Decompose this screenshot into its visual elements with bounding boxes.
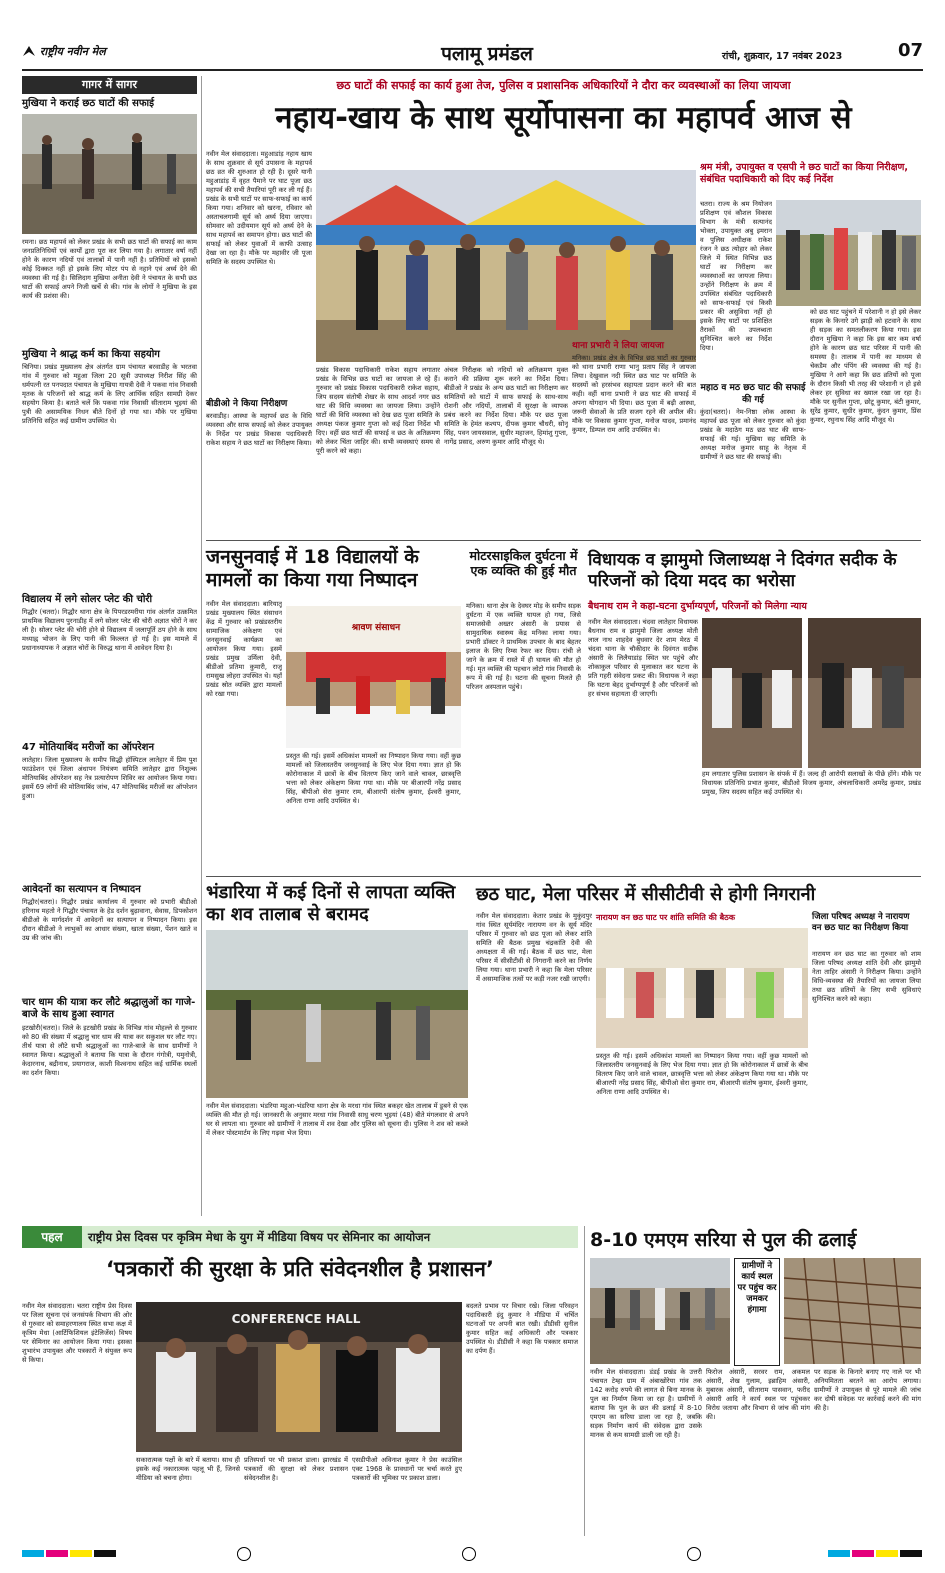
registration-mark-icon — [462, 1547, 476, 1561]
ghat-cleaning-photo — [22, 114, 197, 234]
mla-visit-photo — [702, 618, 921, 768]
seminar-tag-label: पहल — [41, 1230, 63, 1244]
top-story-col4: मनिका। प्रखंड क्षेत्र के विभिन्न छठ घाटों का गुरुवार को थाना प्रभारी राणा भानु प्रताप सिंह ने जायजा लिया। देखुवाल नदी स्थित छठ घाट पर समिति के सदस्यों को हरसंभव सहायता प्रदान करने की बात कही। वहीं थाना प्रभारी ने छठ घाट की सफाई में अपना योगदान भी दिया। छठ पूजा में बढ़ी आस्था, जरूरी सेवाओं के प्रति सजग रहने की अपील की। मौके पर विकास कुमार गुप्ता, मनोज यादव, प्रमानंद कुमार, डिम्पल राम आदि उपस्थित थे। — [572, 354, 696, 434]
top-story-kicker: छठ घाटों की सफाई का कार्य हुआ तेज, पुलिस व प्रशासनिक अधिकारियों ने दौरा कर व्यवस्थाओं का लिया जायजा — [336, 79, 791, 92]
right-story-text2: कुंदा(चतरा)। नेम-निष्ठा लोक आस्था के महापर्व छठ पूजा को लेकर गुरुवार को कुंदा प्रखंड के मदाठेग मठ छठ घाट की साफ-सफाई की गई। मुखिया सह समिति के अध्यक्ष मनोज कुमार साहू के नेतृत्व में ग्रामीणों ने छठ घाट की सफाई की। — [700, 408, 806, 461]
brief-headline: मुखिया ने कराई छठ घाटों की सफाई — [22, 98, 155, 109]
banner-text: श्रावण संसाधन — [351, 623, 401, 633]
right-story-text3: को छठ घाट पहुंचने में परेशानी न हो इसे लेकर सड़क के किनारे उगे झाड़ी को हटवाने के साथ ही सड़क का समतलीकरण किया गया। इस दौरान मुखिया ने कहा कि इस बार कम वर्षा होने के कारण छठ घाट परिसर में पानी की समस्या है। तालाब में पानी का माध्यम से चेकडैम और पंपिंग की व्यवस्था की गई है। मुखिया ने आगे कहा कि छठ व्रतियों को पूजा के दौरान किसी भी तरह की परेशानी न हो इसे लेकर हर सुविधा का ख्याल रखा जा रहा है। मौके पर सुनील गुप्ता, छोटू कुमार, बंटी कुमार, सुरेंद्र कुमार, सुधीर कुमार, कुंदन कुमार, प्रिंस कुमार, रघुनाथ सिंह आदि मौजूद थे। — [810, 308, 921, 424]
brief-text: इटखोरी(चतरा)। जिले के इटखोरी प्रखंड के विभिन्न गांव मोहल्ले से गुरुवार को 80 की संख्या में श्रद्धालु चार धाम की यात्रा कर सकुशल घर लौट गए। तीर्थ यात्रा से लौटे सभी श्रद्धालुओं का गाजे-बाजे के साथ ग्रामीणों ने स्वागत किया। श्रद्धालुओं ने बताया कि यात्रा के दौरान गंगोत्री, यमुनोत्री, केदारनाथ, बद्रीनाथ, प्रयागराज, काशी विश्वनाथ सहित कई धार्मिक स्थलों का दर्शन किया। — [22, 1024, 197, 1077]
protest-box — [734, 1258, 780, 1366]
mla-headline: विधायक व झामुमो जिलाध्यक्ष ने दिवंगत सदीक के परिजनों को दिया मदद का भरोसा — [588, 550, 897, 591]
page-number: 07 — [897, 40, 923, 61]
yellow-swatch — [70, 1550, 92, 1557]
seminar-photo — [136, 1302, 462, 1452]
mla-caption: हम लगातार पुलिस प्रशासन के संपर्क में हैं। जल्द ही आरोपी सलाखों के पीछे होंगे। मौके पर विधायक प्रतिनिधि प्रभात कुमार, बीडीओ विजय कुमार, अंचलाधिकारी अमरेंद्र कुमार, प्रखंड प्रमुख, जिप सदस्य सहित कई उपस्थित थे। — [702, 770, 921, 796]
subhead: महाठ व मठ छठ घाट की सफाई की गई — [700, 383, 806, 405]
jansunwai-photo — [286, 606, 461, 748]
black-swatch — [94, 1550, 116, 1557]
cctv-photo-caption: नारायण वन छठ घाट पर शांति समिति की बैठक — [596, 913, 735, 922]
cctv-headline: छठ घाट, मेला परिसर में सीसीटीवी से होगी निगरानी — [476, 884, 816, 905]
cyan-swatch — [22, 1550, 44, 1557]
paper-name: राष्ट्रीय नवीन मेल — [39, 45, 106, 58]
brief-headline: विद्यालय में लगे सोलर प्लेट की चोरी — [22, 594, 153, 605]
cctv-text-extra: प्रस्तुत की गई। इसमें अधिकांश मामलों का निष्पादन किया गया। वहीं कुछ मामलों को जिलास्तरीय जनसुनवाई के लिए भेज दिया गया। ज्ञात हो कि कोरोनाकाल में छात्रों के बीच वितरण किए जाने वाले चावल, छात्रवृत्ति भत्ता को लेकर अंकेक्षण किया गया था। मौके पर बीआरपी नरेंद्र प्रसाद सिंह, बीपीओ सेरा कुमार राम, बीआरपी संतोष कुमार, ईश्वरी कुमार, अनिता राणा आदि उपस्थित थे। — [596, 1052, 808, 1096]
section-title: पलामू प्रमंडल — [441, 43, 533, 65]
top-story-col1b: बरवाडीह। आस्था के महापर्व छठ के विधि व्यवस्था और साफ सफाई को लेकर उपायुक्त के निर्देश पर प्रखंड विकास पदाधिकारी राकेश सहाय ने छठ घाटों का निरीक्षण किया। — [206, 412, 312, 447]
hearing-headline: जनसुनवाई में 18 विद्यालयों के मामलों का किया गया निष्पादन — [206, 546, 419, 591]
top-story-col2: प्रखंड विकास पदाधिकारी राकेश सहाय लगातार प्रखंड के विभिन्न छठ घाटों का जायजा ले रहे हैं। गुरुवार को प्रखंड विकास पदाधिकारी राकेश सहाय, जिप सदस्य संतोषी शेखर के साथ आदर्श नगर छठ घाट की विधि व्यवस्था का जायजा लिया। उन्होंने घाटों की विधि व्यवस्था को देख छठ पूजा समिति के अध्यक्ष पंकज कुमार गुप्ता को कई दिशा निर्देश भी दिए। वहीं छठ घाटों की सफाई व छठ के अतिक्रमण को लेकर चिंता जाहिर की। सभी व्यवस्थाएं समय से पूरी करने को कहा। — [316, 366, 440, 455]
cctv-text: नवीन मेल संवाददाता। केतार प्रखंड के मुकुंदपुर गांव स्थित सूर्यमंदिर नारायण वन के सूर्य मंदिर परिसर में गुरुवार को छठ पूजा को लेकर शांति समिति की बैठक प्रमुख चंद्रकांति देवी की अध्यक्षता में की गई। बैठक में छठ घाट, मेला परिसर में सीसीटीवी से निगरानी करने का निर्णय लिया गया। थाना प्रभारी ने कहा कि मेला परिसर में असामाजिक तत्वों पर कड़ी नजर रखी जाएगी। — [476, 912, 592, 983]
print-color-bar — [22, 1548, 923, 1560]
mla-text: नवीन मेल संवाददाता। चंदवा लातेहार विधायक बैधनाथ राम व झामुमो जिला अध्यक्ष मोती लाल नाथ शाहदेव बुधवार देर शाम मेरठ में चंदवा थाना के चौकीदार के दिवंगत सदीक अंसारी के लिलैयाडांड़ स्थित घर पहुंचे और शोकाकुल परिवार से मुलाकात कर घटना के प्रति गहरी संवेदना प्रकट की। विधायक ने कहा कि घटना बेहद दुर्भाग्यपूर्ण है और परिजनों को हर संभव सहायता दी जाएगी। — [588, 618, 698, 698]
seminar-col1: नवीन मेल संवाददाता। चतरा राष्ट्रीय प्रेस दिवस पर जिला सूचना एवं जनसंपर्क विभाग की ओर से गुरुवार को समाहरणालय स्थित सभा कक्ष में कृत्रिम मेधा (आर्टिफिशियल इंटेलिजेंस) विषय पर सेमिनार का आयोजन किया गया। इसका शुभारंभ उपायुक्त और पत्रकारों ने संयुक्त रूप से किया। — [22, 1302, 132, 1364]
bridge-work-photo — [590, 1258, 730, 1364]
seminar-kicker: राष्ट्रीय प्रेस दिवस पर कृत्रिम मेधा के युग में मीडिया विषय पर सेमिनार का आयोजन — [88, 1230, 431, 1244]
column-divider — [201, 76, 202, 1216]
bridge-text2: फिरोज अंसारी, सरवर राम, अकमल अंसारी, शेख गुलाम, इब्राहिम अंसारी, मुबारक अंसारी, सीताराम पासवान, फरीद अंसारी आदि ने कार्य स्थल पर पहुंचकर विरोध जताया और विभाग से जांच की मांग की। — [706, 1368, 810, 1421]
seminar-col2: सकारात्मक पक्षों के बारे में बताया। साथ ही इसके कई नकारात्मक पहलू भी हैं, जिनसे मीडिया को बचना होगा। — [136, 1456, 240, 1482]
brief-headline: मुखिया ने श्राद्ध कर्म का किया सहयोग — [22, 349, 160, 360]
seminar-col4: एसडीपीओ अविनाश कुमार ने प्रेस काउंसिल एक्ट 1968 के प्रावधानों पर चर्चा करते हुए पत्रकारों की भूमिका पर प्रकाश डाला। — [352, 1456, 462, 1482]
brief-headline: आवेदनों का सत्यापन व निष्पादन — [22, 884, 141, 895]
left-column — [22, 76, 197, 1236]
registration-mark-icon — [237, 1547, 251, 1561]
top-story-col1: नवीन मेल संवाददाता। महुआडांड़ नहाय खाय के साथ शुक्रवार से सूर्य उपासना के महापर्व छठ व्रत की शुरुआत हो रही है। दूसरे यानी महुआडांड़ में वृहत पैमाने पर घाट पूजा छठ महापर्व की सभी तैयारियां पूरी कर ली गई हैं। प्रखंड के सभी घाटों पर साफ-सफाई का कार्य किया गया। शनिवार को खरना, रविवार को अस्ताचलगामी सूर्य को अर्घ्य दिया जाएगा। सोमवार को उदीयमान सूर्य को अर्घ्य देने के साथ महापर्व का समापन होगा। छठ घाटों की सफाई को लेकर युवाओं में काफी उत्साह देखा जा रहा है। मौके पर महावीर जी पूजा समिति के सदस्य उपस्थित थे। — [206, 150, 312, 266]
conference-hall-sign: CONFERENCE HALL — [231, 1312, 361, 1326]
seminar-tag — [22, 1226, 82, 1248]
masthead-rule — [22, 69, 923, 71]
seminar-headline: ‘पत्रकारों की सुरक्षा के प्रति संवेदनशील है प्रशासन’ — [106, 1257, 494, 1281]
hearing-col2: प्रस्तुत की गई। इसमें अधिकांश मामलों का निष्पादन किया गया। वहीं कुछ मामलों को जिलास्तरीय जनसुनवाई के लिए भेज दिया गया। ज्ञात हो कि कोरोनाकाल में छात्रों के बीच वितरण किए जाने वाले चावल, छात्रवृत्ति भत्ता को लेकर अंकेक्षण किया गया था। मौके पर बीआरपी नरेंद्र प्रसाद सिंह, बीपीओ सेरा कुमार राम, बीआरपी संतोष कुमार, ईश्वरी कुमार, अनिता राणा आदि उपस्थित थे। — [286, 752, 461, 805]
accident-headline: मोटरसाइकिल दुर्घटना में एक व्यक्ति की हुई मौत — [469, 548, 578, 578]
column-header — [22, 76, 197, 94]
missing-headline: भंडारिया में कई दिनों से लापता व्यक्ति का शव तालाब से बरामद — [206, 882, 456, 925]
rebar-photo — [784, 1258, 921, 1364]
bridge-text: नवीन मेल संवाददाता। डंडई प्रखंड के उत्तरी पंचायत टेम्हा ग्राम में अंबाखोरेया गांव तक 142 करोड़ रुपये की लागत से बिना मानक के पुल का निर्माण किया जा रहा है। ग्रामीणों ने बताया कि पुल के छत की ढलाई में 8-10 एमएम का सरिया डाला जा रहा है, जबकि सड़क निर्माण कार्य की संवेदक द्वारा उसके मानक से कम सामग्री डाली जा रही है। — [590, 1368, 702, 1439]
issue-date: रांची, शुक्रवार, 17 नवंबर 2023 — [722, 51, 843, 62]
minister-inspection-photo — [776, 200, 921, 306]
black-swatch — [900, 1550, 922, 1557]
bridge-headline: 8-10 एमएम सरिया से पुल की ढलाई — [590, 1229, 857, 1251]
protest-box-text: ग्रामीणों ने कार्य स्थल पर पहुंच कर जमकर हंगामा — [737, 1261, 777, 1315]
subhead: बीडीओ ने किया निरीक्षण — [206, 399, 288, 409]
bridge-text3: पर सड़क के किनारे बनाए गए नाले पर भी अनियमितता बरतने का आरोप लगाया। ग्रामीणों ने उपायुक्त से पूरे मामले की जांच कर दोषी संवेदक पर कार्रवाई करने की मांग की है। — [814, 1368, 921, 1412]
pond-body-photo — [206, 930, 468, 1098]
cyan-swatch — [828, 1550, 850, 1557]
section-rule — [206, 540, 921, 541]
brief-headline: 47 मोतियाबिंद मरीजों का ऑपरेशन — [22, 742, 154, 753]
right-story-text: चतरा। राज्य के श्रम नियोजन प्रशिक्षण एवं कौशल विकास विभाग के मंत्री सत्यानंद भोक्ता, उपायुक्त अबु इमरान व पुलिस अधीक्षक राकेश रंजन ने छठ त्योहार को लेकर जिले में स्थित विभिन्न छठ घाटों का निरीक्षण कर व्यवस्थाओं का जायजा लिया। उन्होंने निरीक्षण के क्रम में उपस्थित संबंधित पदाधिकारी को साफ-सफाई एवं किसी प्रकार की असुविधा नहीं हो इसके लिए घाटों पर प्रशिक्षित तैराकों की उपलब्धता सुनिश्चित करने का निर्देश दिया। — [700, 200, 772, 352]
section-rule — [206, 876, 921, 877]
cctv-side-headline: जिला परिषद अध्यक्ष ने नारायण वन छठ घाट का निरीक्षण किया — [812, 912, 910, 933]
subhead: थाना प्रभारी ने लिया जायजा — [572, 341, 664, 351]
yellow-swatch — [876, 1550, 898, 1557]
cctv-side-text: नारायण वन छठ घाट का गुरुवार को शाम जिला परिषद अध्यक्ष शांति देवी और झामुमो नेता ताहिर अंसारी ने निरीक्षण किया। उन्होंने विधि-व्यवस्था की तैयारियों का जायजा लिया तथा छठ व्रतियों के लिए सभी सुविधाएं सुनिश्चित करने को कहा। — [812, 950, 921, 1003]
magenta-swatch — [46, 1550, 68, 1557]
logo-bird-icon — [22, 45, 36, 57]
brief-text: रमना। छठ महापर्व को लेकर प्रखंड के सभी छठ घाटों की सफाई का काम जनप्रतिनिधियों एवं कार्यों द्वारा पूरा कर लिया गया है। लगातार वर्षा नहीं होने के कारण नदियों एवं तालाबों में पानी नहीं है। प्रतिधियों को इसको कोई दिक्कत नहीं हो इसके लिए मोटर पंप से नहाने एवं अर्घ्य देने की व्यवस्था की गई है। सिलिदाग मुखिया अनीता देवी ने पंचायत के सभी छठ घाटों की सफाई अपने निजी खर्चे से की। गांव के लोगों ने मुखिया के इस कार्य की प्रशंसा की। — [22, 238, 197, 300]
accident-text: मनिका। थाना क्षेत्र के देवघर मोड़ के समीप सड़क दुर्घटना में एक व्यक्ति घायल हो गया, जिसे समाजसेवी अख्तर अंसारी के प्रयास से सामुदायिक स्वास्थ्य केंद्र मनिका लाया गया। प्रभारी डॉक्टर ने प्राथमिक उपचार के बाद बेहतर इलाज के लिए रिम्स रेफर कर दिया। रांची ले जाने के क्रम में रास्ते में ही घायल की मौत हो गई। मृत व्यक्ति की पहचान लोटो गांव निवासी के रूप में की गई है। घटना की सूचना मिलते ही परिजन अस्पताल पहुंचे। — [466, 602, 581, 691]
right-story-headline: श्रम मंत्री, उपायुक्त व एसपी ने छठ घाटों का किया निरीक्षण, संबंधित पदाधिकारी को दिए कई निर्देश — [700, 162, 908, 185]
hearing-col1: नवीन मेल संवाददाता। बारियातू प्रखंड मुख्यालय स्थित संसाधन केंद्र में गुरुवार को प्रखंडस्तरीय सामाजिक अंकेक्षण एवं जनसुनवाई कार्यक्रम का आयोजन किया गया। इसमें प्रखंड प्रमुख उर्मिला देवी, बीडीओ प्रतिमा कुमारी, राजू रामसुख लोहरा उपस्थित थे। यहाँ प्रखंड स्रोत व्यक्ति द्वारा मामलों को रखा गया। — [206, 600, 282, 698]
brief-headline: चार धाम की यात्रा कर लौटे श्रद्धालुओं का गाजे-बाजे के साथ हुआ स्वागत — [22, 997, 196, 1020]
paper-logo — [22, 44, 142, 62]
top-story-headline: नहाय-खाय के साथ सूर्योपासना का महापर्व आज से — [275, 100, 852, 136]
brief-text: गिद्धौर (चतरा)। गिद्धौर थाना क्षेत्र के पिपरडरमरीया गांव अंतर्गत उत्क्रमित प्राथमिक विद्यालय पुरनाडीह में लगे सोलर प्लेट की चोरी अज्ञात चोरों ने कर ली है। सोलर प्लेट की चोरी होने से विद्यालय में जलापूर्ति ठप होने के साथ मध्याह्न भोजन के लिए पानी की किल्लत हो गई है। इस मामले में प्रधानाध्यापक ने अज्ञात चोरों के विरुद्ध थाना में आवेदन दिया है। — [22, 608, 197, 652]
seminar-col3: प्रतिस्पर्धा पर भी प्रकाश डाला। झारखंड में पत्रकारों की सुरक्षा को लेकर प्रशासन संवेदनशील है। — [244, 1456, 348, 1482]
masthead — [22, 34, 923, 68]
seminar-col5: बदलते प्रभाव पर विचार रखे। जिला परिवहन पदाधिकारी इंदु कुमार ने मीडिया में चर्चित घटनाओं पर अपनी बात रखी। डीडीसी सुनील कुमार सहित कई अधिकारी और पत्रकार उपस्थित थे। डीडीसी ने कहा कि पत्रकार समाज का दर्पण हैं। — [466, 1302, 578, 1355]
magenta-swatch — [852, 1550, 874, 1557]
column-divider — [584, 1226, 585, 1536]
top-story-col3: अंचल निरीक्षक को नदियों को अतिक्रमण मुक्त कराने की प्रक्रिया शुरू करने का निर्देश दिया। बीडीओ ने प्रखंड के अन्य छठ घाटों का निरीक्षण कर समितियों को घाटों में साफ सफाई के साथ-साथ रोशनी और नदियों, तालाबों में सुरक्षा के व्यापक प्रबंध करने का निर्देश दिया। मौके पर छठ पूजा समिति के हेमंत कश्यप, दीपक कुमार चौधरी, सोनू सिंह, पवन जायसवाल, सुधीर महाजन, हिमांशु गुप्ता, नागेंद्र प्रसाद, अरुण कुमार आदि मौजूद थे। — [444, 366, 568, 446]
registration-mark-icon — [687, 1547, 701, 1561]
brief-text: गिद्धौर(चतरा)। गिद्धौर प्रखंड कार्यालय में गुरुवार को प्रभारी बीडीओ हरिनाथ महतो ने गिद्धौर पंचायत के हेड दर्शन बुढ़ावाना, सेवास, डिपकोशन बीडीओ के मार्गदर्शन में आवेदनों का सत्यापन व निष्पादन किया। इस दौरान बीडीओ ने लाभुकों का आधार संख्या, खाता संख्या, पेंशन खाते व उम्र की जांच की। — [22, 898, 197, 942]
ghat-inspection-photo — [316, 170, 696, 362]
brief-text: लातेहार। जिला मुख्यालय के समीप सिद्धी हॉस्पिटल लातेहार में प्रिम पुश फाउंडेशन एवं जिला अंधापन नियंत्रण समिति लातेहार द्वारा निशुल्क मोतियाबिंद ऑपरेशन सह नेत्र प्रत्यारोपण शिविर का आयोजन किया गया। इसमें 69 लोगों की मोतियाबिंद जांच, 47 मोतियाबिंद मरीजों का ऑपरेशन हुआ। — [22, 756, 197, 800]
peace-committee-photo — [596, 928, 808, 1048]
missing-text: नवीन मेल संवाददाता। भंडरिया महुआ-भंडरिया थाना क्षेत्र के मरधा गांव स्थित बकहर खेत तालाब में डूबने से एक व्यक्ति की मौत हो गई। जानकारी के अनुसार मरधा गांव निवासी साधु चरण भुइयां (48) बीते मंगलवार से अपने घर से लापता था। गुरुवार को ग्रामीणों ने तालाब में शव देखा और पुलिस को सूचना दी। पुलिस ने शव को कब्जे में लेकर पोस्टमार्टम के लिए गढ़वा भेज दिया। — [206, 1102, 468, 1137]
brief-text: चिनिया। प्रखंड मुख्यालय क्षेत्र अंतर्गत ग्राम पंचायत बरवाडीह के भरतवा गांव में गुरुवार को महुआ जिला 20 सूत्री उपाध्यक्ष निरीश सिंह की धर्मपत्नी रत पनपदात पंचायत के मुखिया गायत्री देवी ने पकवा गांव निवासी मृतक के परिजनों को श्राद्ध कर्म के लिए आर्थिक सहित सामग्री देकर सहयोग किया है। बताते चलें कि पकवा गांव निवासी सीताराम भुइयां की पुत्री की असामयिक निधन बीते दिनों हो गया था। मौके पर मुखिया प्रतिनिधि सहित कई ग्रामीण उपस्थित थे। — [22, 363, 197, 425]
column-header-label: गागर में सागर — [82, 78, 137, 91]
mla-subhead: बैधनाथ राम ने कहा-घटना दुर्भाग्यपूर्ण, परिजनों को मिलेगा न्याय — [588, 601, 807, 612]
